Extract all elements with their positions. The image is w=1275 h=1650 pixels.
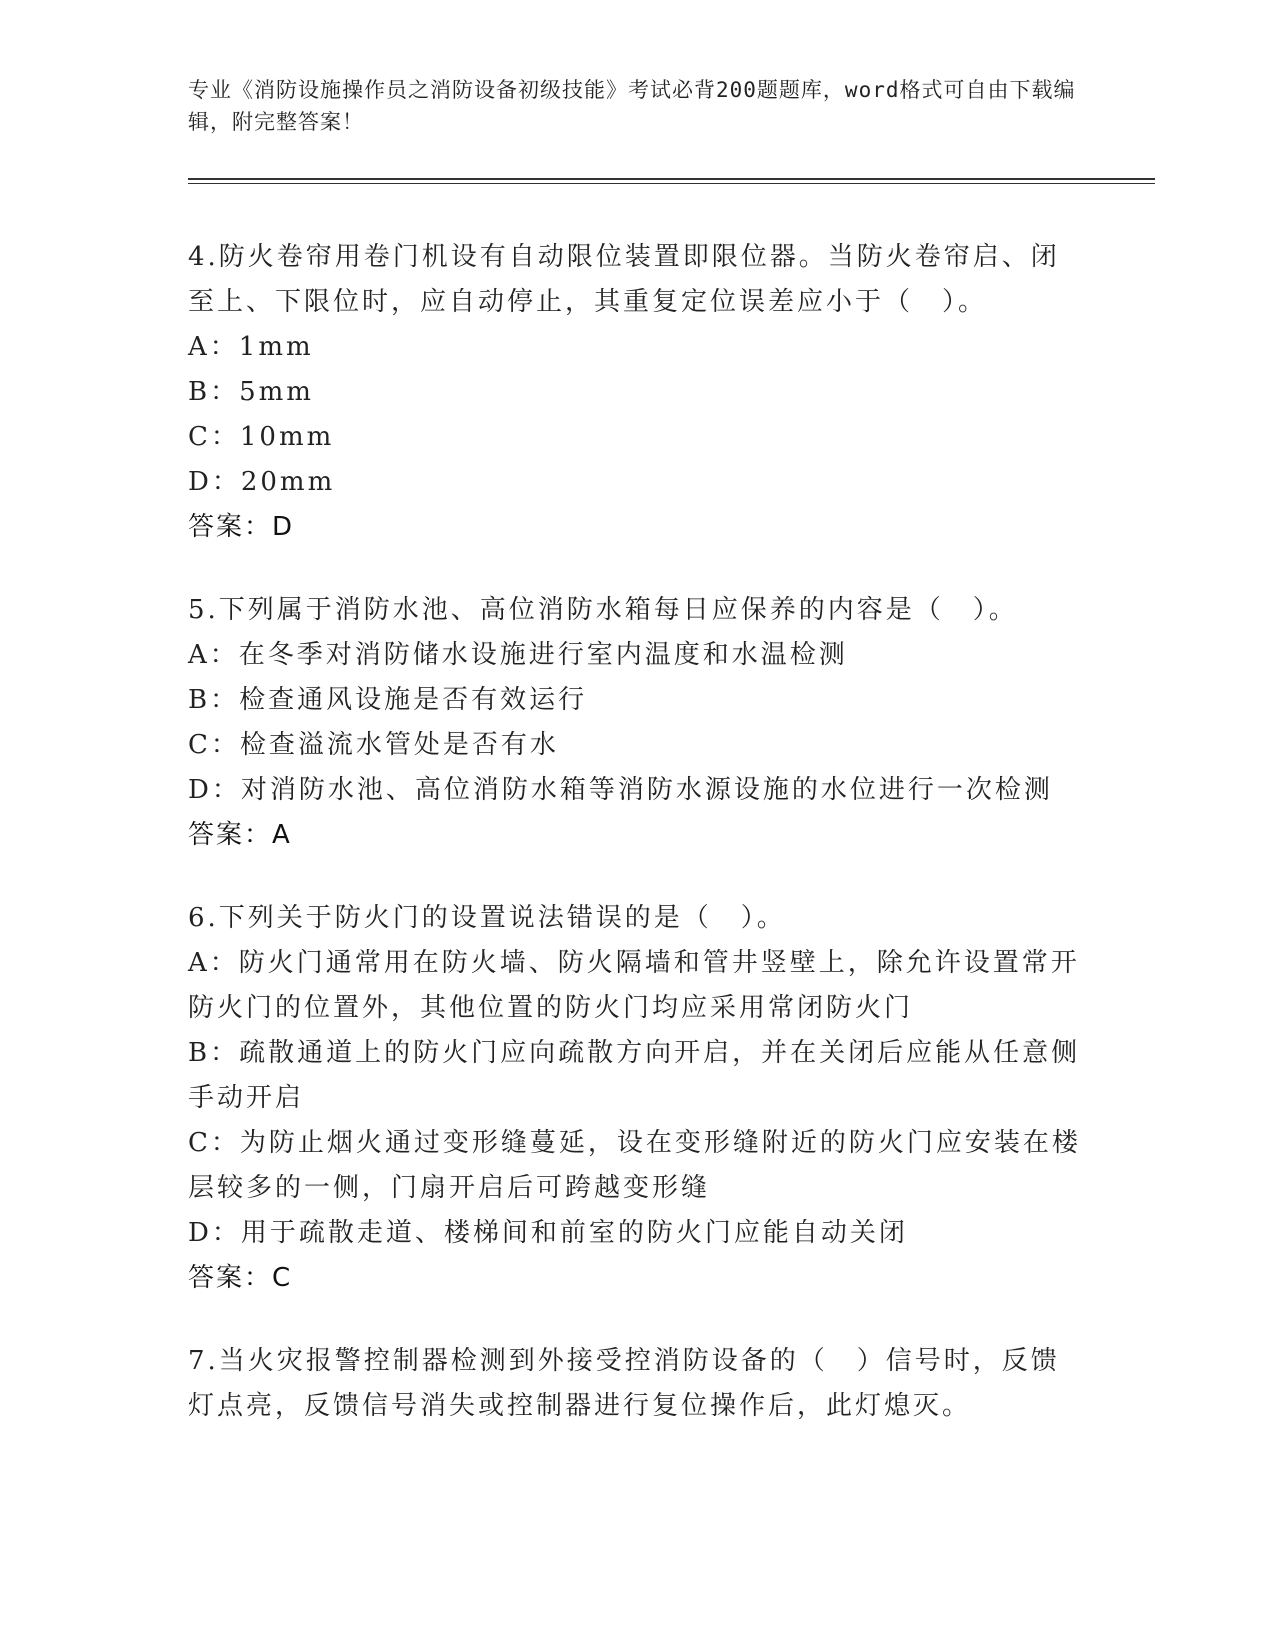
answer: 答案：A	[188, 820, 292, 850]
question-stem: 4.防火卷帘用卷门机设有自动限位装置即限位器。当防火卷帘启、闭至上、下限位时，应自动停止，其重复定位误差应小于（ ）。	[188, 242, 1060, 317]
option-a: A：防火门通常用在防火墙、防火隔墙和管井竖壁上，除允许设置常开防火门的位置外，其他位置的防火门均应采用常闭防火门	[188, 948, 1080, 1023]
option-b: B：检查通风设施是否有效运行	[188, 685, 588, 715]
option-c: C：10mm	[188, 422, 335, 452]
question-list	[188, 235, 1083, 1467]
header-divider	[188, 178, 1155, 180]
question-6	[188, 896, 1083, 1301]
option-c: C：检查溢流水管处是否有水	[188, 730, 559, 760]
header-divider-thin	[188, 183, 1155, 184]
question-4	[188, 235, 1083, 550]
answer: 答案：D	[188, 512, 295, 542]
question-5	[188, 588, 1083, 858]
option-b: B：5mm	[188, 377, 314, 407]
document-header: 专业《消防设施操作员之消防设备初级技能》考试必背200题题库，word格式可自由下载编辑，附完整答案！	[188, 78, 1076, 134]
question-stem: 5.下列属于消防水池、高位消防水箱每日应保养的内容是（ ）。	[188, 595, 1018, 625]
question-stem: 7.当火灾报警控制器检测到外接受控消防设备的（ ）信号时，反馈灯点亮，反馈信号消失或控制器进行复位操作后，此灯熄灭。	[188, 1346, 1060, 1421]
option-d: D：20mm	[188, 467, 336, 497]
answer: 答案：C	[188, 1263, 293, 1293]
option-d: D：对消防水池、高位消防水箱等消防水源设施的水位进行一次检测	[188, 775, 1053, 805]
option-a: A：1mm	[188, 332, 314, 362]
option-c: C：为防止烟火通过变形缝蔓延，设在变形缝附近的防火门应安装在楼层较多的一侧，门扇开启后可跨越变形缝	[188, 1128, 1081, 1203]
question-stem: 6.下列关于防火门的设置说法错误的是（ ）。	[188, 903, 786, 933]
option-a: A：在冬季对消防储水设施进行室内温度和水温检测	[188, 640, 848, 670]
question-7	[188, 1339, 1083, 1429]
option-b: B：疏散通道上的防火门应向疏散方向开启，并在关闭后应能从任意侧手动开启	[188, 1038, 1081, 1113]
option-d: D：用于疏散走道、楼梯间和前室的防火门应能自动关闭	[188, 1218, 908, 1248]
